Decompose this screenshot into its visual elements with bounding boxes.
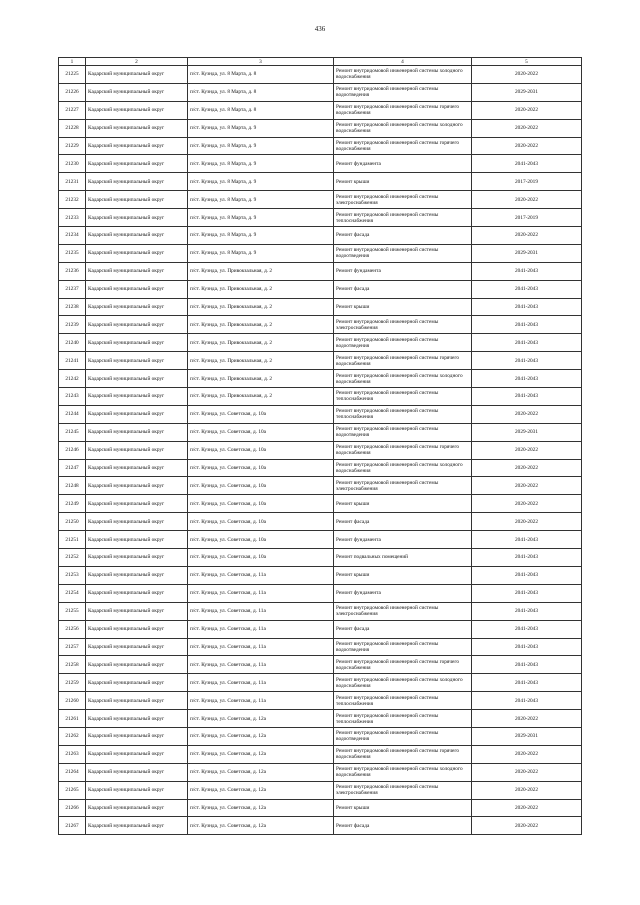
address-cell: п/ст. Кузнда, ул. Привокзальная, д. 2	[188, 370, 334, 388]
work-type-cell: Ремонт внутридомовой инженерной системы горячего водоснабжения	[334, 101, 472, 119]
row-number-cell: 21261	[59, 710, 86, 728]
column-header: 1	[59, 58, 86, 66]
years-cell: 2020-2022	[472, 191, 582, 209]
address-cell: п/ст. Кузнда, ул. Советская, д. 11а	[188, 656, 334, 674]
municipality-cell: Кадарский муниципальный округ	[86, 334, 188, 352]
address-cell: п/ст. Кузнда, ул. Советская, д. 11а	[188, 692, 334, 710]
municipality-cell: Кадарский муниципальный округ	[86, 244, 188, 262]
municipality-cell: Кадарский муниципальный округ	[86, 119, 188, 137]
work-type-cell: Ремонт внутридомовой инженерной системы холодного водоснабжения	[334, 370, 472, 388]
work-type-cell: Ремонт крыши	[334, 799, 472, 817]
years-cell: 2041-2043	[472, 334, 582, 352]
work-type-cell: Ремонт внутридомовой инженерной системы водоотведения	[334, 423, 472, 441]
table-row	[59, 495, 582, 513]
works-table	[58, 57, 582, 835]
municipality-cell: Кадарский муниципальный округ	[86, 674, 188, 692]
address-cell: п/ст. Кузнда, ул. 8 Марта, д. 9	[188, 119, 334, 137]
municipality-cell: Кадарский муниципальный округ	[86, 495, 188, 513]
work-type-cell: Ремонт внутридомовой инженерной системы холодного водоснабжения	[334, 119, 472, 137]
row-number-cell: 21266	[59, 799, 86, 817]
work-type-cell: Ремонт фундамента	[334, 262, 472, 280]
address-cell: п/ст. Кузнда, ул. Привокзальная, д. 2	[188, 334, 334, 352]
address-cell: п/ст. Кузнда, ул. Советская, д. 10а	[188, 531, 334, 549]
years-cell: 2041-2043	[472, 262, 582, 280]
table-row	[59, 620, 582, 638]
row-number-cell: 21240	[59, 334, 86, 352]
row-number-cell: 21234	[59, 227, 86, 245]
work-type-cell: Ремонт фасада	[334, 817, 472, 835]
years-cell: 2041-2043	[472, 674, 582, 692]
address-cell: п/ст. Кузнда, ул. Советская, д. 10а	[188, 423, 334, 441]
address-cell: п/ст. Кузнда, ул. Советская, д. 10а	[188, 459, 334, 477]
table-row	[59, 817, 582, 835]
row-number-cell: 21243	[59, 388, 86, 406]
row-number-cell: 21249	[59, 495, 86, 513]
municipality-cell: Кадарский муниципальный округ	[86, 352, 188, 370]
table-row	[59, 745, 582, 763]
row-number-cell: 21235	[59, 244, 86, 262]
table-row	[59, 227, 582, 245]
table-row	[59, 298, 582, 316]
years-cell: 2020-2022	[472, 799, 582, 817]
years-cell: 2020-2022	[472, 817, 582, 835]
years-cell: 2041-2043	[472, 638, 582, 656]
address-cell: п/ст. Кузнда, ул. Советская, д. 12а	[188, 799, 334, 817]
municipality-cell: Кадарский муниципальный округ	[86, 370, 188, 388]
table-row	[59, 83, 582, 101]
column-header: 2	[86, 58, 188, 66]
years-cell: 2017-2019	[472, 173, 582, 191]
table-row	[59, 334, 582, 352]
municipality-cell: Кадарский муниципальный округ	[86, 388, 188, 406]
column-header: 3	[188, 58, 334, 66]
row-number-cell: 21247	[59, 459, 86, 477]
row-number-cell: 21226	[59, 83, 86, 101]
address-cell: п/ст. Кузнда, ул. Советская, д. 12а	[188, 817, 334, 835]
years-cell: 2041-2043	[472, 155, 582, 173]
years-cell: 2041-2043	[472, 316, 582, 334]
years-cell: 2041-2043	[472, 549, 582, 567]
work-type-cell: Ремонт внутридомовой инженерной системы холодного водоснабжения	[334, 674, 472, 692]
municipality-cell: Кадарский муниципальный округ	[86, 513, 188, 531]
work-type-cell: Ремонт внутридомовой инженерной системы электроснабжения	[334, 316, 472, 334]
municipality-cell: Кадарский муниципальный округ	[86, 656, 188, 674]
row-number-cell: 21232	[59, 191, 86, 209]
column-header: 5	[472, 58, 582, 66]
work-type-cell: Ремонт внутридомовой инженерной системы теплоснабжения	[334, 692, 472, 710]
municipality-cell: Кадарский муниципальный округ	[86, 620, 188, 638]
table-row	[59, 155, 582, 173]
address-cell: п/ст. Кузнда, ул. 8 Марта, д. 9	[188, 173, 334, 191]
work-type-cell: Ремонт фундамента	[334, 584, 472, 602]
address-cell: п/ст. Кузнда, ул. 8 Марта, д. 9	[188, 137, 334, 155]
address-cell: п/ст. Кузнда, ул. Советская, д. 11а	[188, 638, 334, 656]
row-number-cell: 21264	[59, 763, 86, 781]
years-cell: 2041-2043	[472, 298, 582, 316]
years-cell: 2041-2043	[472, 566, 582, 584]
work-type-cell: Ремонт фундамента	[334, 531, 472, 549]
row-number-cell: 21233	[59, 209, 86, 227]
municipality-cell: Кадарский муниципальный округ	[86, 745, 188, 763]
municipality-cell: Кадарский муниципальный округ	[86, 459, 188, 477]
table-row	[59, 352, 582, 370]
address-cell: п/ст. Кузнда, ул. 8 Марта, д. 9	[188, 227, 334, 245]
table-row	[59, 280, 582, 298]
address-cell: п/ст. Кузнда, ул. Привокзальная, д. 2	[188, 280, 334, 298]
address-cell: п/ст. Кузнда, ул. Советская, д. 10а	[188, 477, 334, 495]
work-type-cell: Ремонт внутридомовой инженерной системы электроснабжения	[334, 781, 472, 799]
row-number-cell: 21263	[59, 745, 86, 763]
work-type-cell: Ремонт фасада	[334, 513, 472, 531]
work-type-cell: Ремонт внутридомовой инженерной системы холодного водоснабжения	[334, 66, 472, 84]
table-row	[59, 209, 582, 227]
row-number-cell: 21230	[59, 155, 86, 173]
row-number-cell: 21239	[59, 316, 86, 334]
years-cell: 2020-2022	[472, 781, 582, 799]
years-cell: 2041-2043	[472, 388, 582, 406]
years-cell: 2041-2043	[472, 584, 582, 602]
table-row	[59, 763, 582, 781]
municipality-cell: Кадарский муниципальный округ	[86, 817, 188, 835]
table-row	[59, 566, 582, 584]
municipality-cell: Кадарский муниципальный округ	[86, 692, 188, 710]
address-cell: п/ст. Кузнда, ул. Советская, д. 12а	[188, 763, 334, 781]
address-cell: п/ст. Кузнда, ул. 8 Марта, д. 8	[188, 101, 334, 119]
address-cell: п/ст. Кузнда, ул. Советская, д. 10а	[188, 513, 334, 531]
row-number-cell: 21253	[59, 566, 86, 584]
work-type-cell: Ремонт внутридомовой инженерной системы горячего водоснабжения	[334, 441, 472, 459]
table-row	[59, 477, 582, 495]
municipality-cell: Кадарский муниципальный округ	[86, 155, 188, 173]
row-number-cell: 21260	[59, 692, 86, 710]
row-number-cell: 21225	[59, 66, 86, 84]
row-number-cell: 21229	[59, 137, 86, 155]
table-row	[59, 316, 582, 334]
address-cell: п/ст. Кузнда, ул. Советская, д. 12а	[188, 781, 334, 799]
years-cell: 2020-2022	[472, 710, 582, 728]
years-cell: 2020-2022	[472, 137, 582, 155]
table-row	[59, 119, 582, 137]
row-number-cell: 21254	[59, 584, 86, 602]
years-cell: 2041-2043	[472, 352, 582, 370]
municipality-cell: Кадарский муниципальный округ	[86, 566, 188, 584]
municipality-cell: Кадарский муниципальный округ	[86, 763, 188, 781]
municipality-cell: Кадарский муниципальный округ	[86, 423, 188, 441]
municipality-cell: Кадарский муниципальный округ	[86, 173, 188, 191]
address-cell: п/ст. Кузнда, ул. Советская, д. 11а	[188, 674, 334, 692]
municipality-cell: Кадарский муниципальный округ	[86, 83, 188, 101]
column-header: 4	[334, 58, 472, 66]
work-type-cell: Ремонт внутридомовой инженерной системы водоотведения	[334, 83, 472, 101]
municipality-cell: Кадарский муниципальный округ	[86, 531, 188, 549]
years-cell: 2020-2022	[472, 477, 582, 495]
row-number-cell: 21257	[59, 638, 86, 656]
work-type-cell: Ремонт подвальных помещений	[334, 549, 472, 567]
table-row	[59, 388, 582, 406]
table-row	[59, 549, 582, 567]
municipality-cell: Кадарский муниципальный округ	[86, 316, 188, 334]
address-cell: п/ст. Кузнда, ул. 8 Марта, д. 8	[188, 66, 334, 84]
work-type-cell: Ремонт внутридомовой инженерной системы холодного водоснабжения	[334, 459, 472, 477]
years-cell: 2041-2043	[472, 692, 582, 710]
municipality-cell: Кадарский муниципальный округ	[86, 298, 188, 316]
years-cell: 2020-2022	[472, 513, 582, 531]
work-type-cell: Ремонт крыши	[334, 495, 472, 513]
row-number-cell: 21262	[59, 727, 86, 745]
address-cell: п/ст. Кузнда, ул. Советская, д. 11а	[188, 602, 334, 620]
work-type-cell: Ремонт крыши	[334, 298, 472, 316]
municipality-cell: Кадарский муниципальный округ	[86, 137, 188, 155]
address-cell: п/ст. Кузнда, ул. Советская, д. 10а	[188, 441, 334, 459]
table-row	[59, 101, 582, 119]
row-number-cell: 21244	[59, 405, 86, 423]
row-number-cell: 21255	[59, 602, 86, 620]
work-type-cell: Ремонт крыши	[334, 566, 472, 584]
work-type-cell: Ремонт фасада	[334, 227, 472, 245]
address-cell: п/ст. Кузнда, ул. Советская, д. 12а	[188, 727, 334, 745]
table-row	[59, 459, 582, 477]
municipality-cell: Кадарский муниципальный округ	[86, 638, 188, 656]
work-type-cell: Ремонт внутридомовой инженерной системы электроснабжения	[334, 602, 472, 620]
row-number-cell: 21256	[59, 620, 86, 638]
address-cell: п/ст. Кузнда, ул. Привокзальная, д. 2	[188, 352, 334, 370]
address-cell: п/ст. Кузнда, ул. Советская, д. 11а	[188, 584, 334, 602]
table-row	[59, 602, 582, 620]
table-row	[59, 262, 582, 280]
work-type-cell: Ремонт внутридомовой инженерной системы водоотведения	[334, 727, 472, 745]
table-body	[59, 66, 582, 835]
work-type-cell: Ремонт внутридомовой инженерной системы горячего водоснабжения	[334, 352, 472, 370]
row-number-cell: 21245	[59, 423, 86, 441]
work-type-cell: Ремонт внутридомовой инженерной системы горячего водоснабжения	[334, 745, 472, 763]
table-row	[59, 656, 582, 674]
row-number-cell: 21227	[59, 101, 86, 119]
table-row	[59, 513, 582, 531]
address-cell: п/ст. Кузнда, ул. 8 Марта, д. 9	[188, 209, 334, 227]
work-type-cell: Ремонт внутридомовой инженерной системы электроснабжения	[334, 477, 472, 495]
work-type-cell: Ремонт внутридомовой инженерной системы холодного водоснабжения	[334, 763, 472, 781]
row-number-cell: 21252	[59, 549, 86, 567]
years-cell: 2020-2022	[472, 405, 582, 423]
row-number-cell: 21250	[59, 513, 86, 531]
table-row	[59, 781, 582, 799]
table-row	[59, 191, 582, 209]
years-cell: 2029-2031	[472, 244, 582, 262]
table-row	[59, 799, 582, 817]
table-row	[59, 370, 582, 388]
work-type-cell: Ремонт внутридомовой инженерной системы теплоснабжения	[334, 209, 472, 227]
table-row	[59, 244, 582, 262]
row-number-cell: 21238	[59, 298, 86, 316]
table-row	[59, 137, 582, 155]
row-number-cell: 21259	[59, 674, 86, 692]
address-cell: п/ст. Кузнда, ул. Советская, д. 12а	[188, 745, 334, 763]
address-cell: п/ст. Кузнда, ул. Советская, д. 10а	[188, 495, 334, 513]
work-type-cell: Ремонт внутридомовой инженерной системы теплоснабжения	[334, 388, 472, 406]
table-row	[59, 441, 582, 459]
row-number-cell: 21241	[59, 352, 86, 370]
municipality-cell: Кадарский муниципальный округ	[86, 781, 188, 799]
row-number-cell: 21267	[59, 817, 86, 835]
work-type-cell: Ремонт внутридомовой инженерной системы электроснабжения	[334, 191, 472, 209]
address-cell: п/ст. Кузнда, ул. 8 Марта, д. 8	[188, 83, 334, 101]
row-number-cell: 21242	[59, 370, 86, 388]
municipality-cell: Кадарский муниципальный округ	[86, 191, 188, 209]
address-cell: п/ст. Кузнда, ул. Советская, д. 12а	[188, 710, 334, 728]
work-type-cell: Ремонт крыши	[334, 173, 472, 191]
years-cell: 2029-2031	[472, 83, 582, 101]
address-cell: п/ст. Кузнда, ул. Советская, д. 10а	[188, 549, 334, 567]
address-cell: п/ст. Кузнда, ул. Советская, д. 11а	[188, 620, 334, 638]
years-cell: 2020-2022	[472, 459, 582, 477]
municipality-cell: Кадарский муниципальный округ	[86, 405, 188, 423]
work-type-cell: Ремонт внутридомовой инженерной системы водоотведения	[334, 334, 472, 352]
row-number-cell: 21228	[59, 119, 86, 137]
row-number-cell: 21237	[59, 280, 86, 298]
municipality-cell: Кадарский муниципальный округ	[86, 227, 188, 245]
table-row	[59, 66, 582, 84]
municipality-cell: Кадарский муниципальный округ	[86, 799, 188, 817]
address-cell: п/ст. Кузнда, ул. Привокзальная, д. 2	[188, 316, 334, 334]
address-cell: п/ст. Кузнда, ул. Привокзальная, д. 2	[188, 262, 334, 280]
address-cell: п/ст. Кузнда, ул. 8 Марта, д. 9	[188, 191, 334, 209]
municipality-cell: Кадарский муниципальный округ	[86, 727, 188, 745]
work-type-cell: Ремонт внутридомовой инженерной системы горячего водоснабжения	[334, 656, 472, 674]
address-cell: п/ст. Кузнда, ул. 8 Марта, д. 9	[188, 155, 334, 173]
work-type-cell: Ремонт фасада	[334, 620, 472, 638]
table-row	[59, 692, 582, 710]
row-number-cell: 21258	[59, 656, 86, 674]
municipality-cell: Кадарский муниципальный округ	[86, 602, 188, 620]
table-row	[59, 710, 582, 728]
work-type-cell: Ремонт фундамента	[334, 155, 472, 173]
row-number-cell: 21246	[59, 441, 86, 459]
years-cell: 2020-2022	[472, 763, 582, 781]
years-cell: 2041-2043	[472, 602, 582, 620]
municipality-cell: Кадарский муниципальный округ	[86, 280, 188, 298]
work-type-cell: Ремонт внутридомовой инженерной системы водоотведения	[334, 638, 472, 656]
row-number-cell: 21231	[59, 173, 86, 191]
table-row	[59, 173, 582, 191]
address-cell: п/ст. Кузнда, ул. Советская, д. 11а	[188, 566, 334, 584]
table-row	[59, 638, 582, 656]
years-cell: 2020-2022	[472, 227, 582, 245]
row-number-cell: 21248	[59, 477, 86, 495]
years-cell: 2020-2022	[472, 119, 582, 137]
address-cell: п/ст. Кузнда, ул. Советская, д. 10а	[188, 405, 334, 423]
years-cell: 2029-2031	[472, 727, 582, 745]
years-cell: 2041-2043	[472, 620, 582, 638]
years-cell: 2041-2043	[472, 531, 582, 549]
municipality-cell: Кадарский муниципальный округ	[86, 101, 188, 119]
years-cell: 2020-2022	[472, 745, 582, 763]
years-cell: 2020-2022	[472, 66, 582, 84]
table-row	[59, 531, 582, 549]
years-cell: 2041-2043	[472, 370, 582, 388]
header-row	[59, 58, 582, 66]
years-cell: 2041-2043	[472, 656, 582, 674]
municipality-cell: Кадарский муниципальный округ	[86, 262, 188, 280]
address-cell: п/ст. Кузнда, ул. 8 Марта, д. 9	[188, 244, 334, 262]
years-cell: 2020-2022	[472, 441, 582, 459]
address-cell: п/ст. Кузнда, ул. Привокзальная, д. 2	[188, 388, 334, 406]
municipality-cell: Кадарский муниципальный округ	[86, 209, 188, 227]
table-row	[59, 727, 582, 745]
work-type-cell: Ремонт внутридомовой инженерной системы горячего водоснабжения	[334, 137, 472, 155]
municipality-cell: Кадарский муниципальный округ	[86, 584, 188, 602]
table-row	[59, 423, 582, 441]
municipality-cell: Кадарский муниципальный округ	[86, 66, 188, 84]
work-type-cell: Ремонт фасада	[334, 280, 472, 298]
row-number-cell: 21265	[59, 781, 86, 799]
municipality-cell: Кадарский муниципальный округ	[86, 710, 188, 728]
years-cell: 2020-2022	[472, 495, 582, 513]
municipality-cell: Кадарский муниципальный округ	[86, 441, 188, 459]
years-cell: 2029-2031	[472, 423, 582, 441]
work-type-cell: Ремонт внутридомовой инженерной системы водоотведения	[334, 244, 472, 262]
table-row	[59, 584, 582, 602]
row-number-cell: 21236	[59, 262, 86, 280]
work-type-cell: Ремонт внутридомовой инженерной системы теплоснабжения	[334, 710, 472, 728]
municipality-cell: Кадарский муниципальный округ	[86, 549, 188, 567]
table-row	[59, 405, 582, 423]
table-header	[59, 58, 582, 66]
years-cell: 2020-2022	[472, 101, 582, 119]
years-cell: 2017-2019	[472, 209, 582, 227]
municipality-cell: Кадарский муниципальный округ	[86, 477, 188, 495]
table-row	[59, 674, 582, 692]
years-cell: 2041-2043	[472, 280, 582, 298]
address-cell: п/ст. Кузнда, ул. Привокзальная, д. 2	[188, 298, 334, 316]
work-type-cell: Ремонт внутридомовой инженерной системы теплоснабжения	[334, 405, 472, 423]
row-number-cell: 21251	[59, 531, 86, 549]
page-number: 436	[314, 25, 326, 33]
